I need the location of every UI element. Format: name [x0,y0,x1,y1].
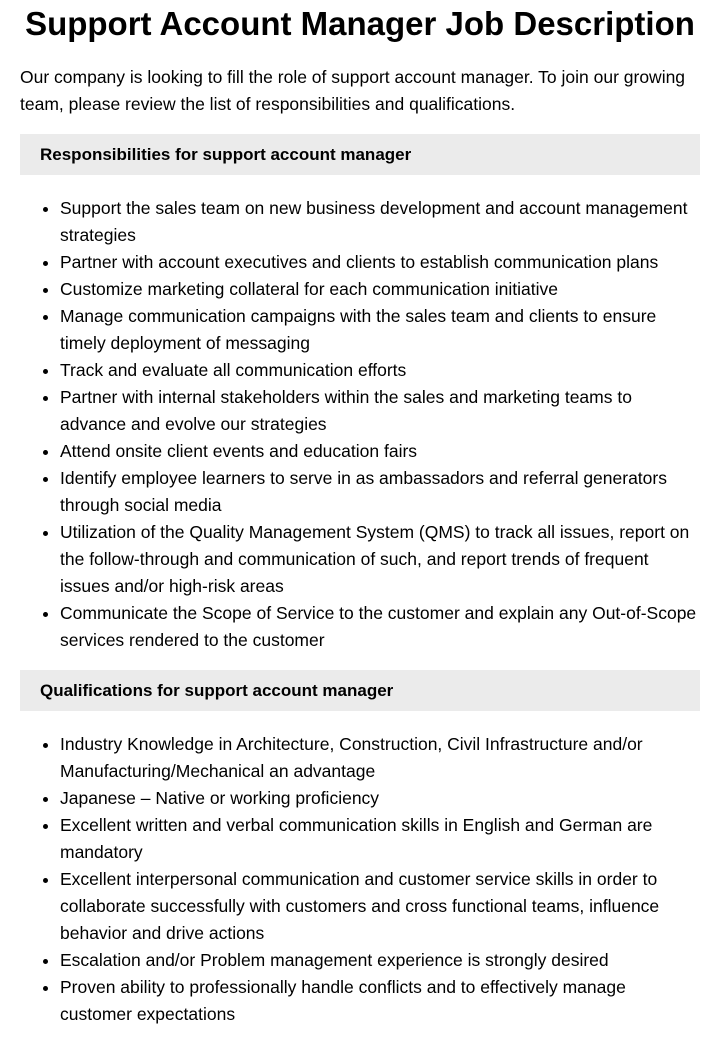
list-item: • Partner with account executives and clients to establish communication plans [60,249,700,276]
list-item: • Attend onsite client events and education fairs [60,438,700,465]
list-item: • Manage communication campaigns with the sales team and clients to ensure timely deployment of messaging [60,303,700,357]
responsibilities-list [20,195,700,654]
list-item: • Customize marketing collateral for each communication initiative [60,276,700,303]
list-item: • Industry Knowledge in Architecture, Construction, Civil Infrastructure and/or Manufacturing/Mechanical an advantage [60,731,700,785]
intro-text: Our company is looking to fill the role of support account manager. To join our growing team, please review the list of responsibilities and qualifications. [20,67,686,114]
list-item: • Proven ability to professionally handle conflicts and to effectively manage customer expectations [60,974,700,1028]
page-title: Support Account Manager Job Description [25,5,695,42]
list-item: • Identify employee learners to serve in as ambassadors and referral generators through social media [60,465,700,519]
qualifications-heading: Qualifications for support account manager [20,670,700,711]
qualifications-list [20,731,700,1028]
list-item: • Escalation and/or Problem management experience is strongly desired [60,947,700,974]
responsibilities-heading: Responsibilities for support account manager [20,134,700,175]
list-item: • Utilization of the Quality Management System (QMS) to track all issues, report on the follow-through and communication of such, and report trends of frequent issues and/or high-risk areas [60,519,700,600]
list-item: • Partner with internal stakeholders within the sales and marketing teams to advance and evolve our strategies [60,384,700,438]
list-item: • Communicate the Scope of Service to the customer and explain any Out-of-Scope services rendered to the customer [60,600,700,654]
list-item: • Track and evaluate all communication efforts [60,357,700,384]
list-item: • Excellent interpersonal communication and customer service skills in order to collaborate successfully with customers and cross functional teams, influence behavior and drive actions [60,866,700,947]
list-item: • Support the sales team on new business development and account management strategies [60,195,700,249]
list-item: • Excellent written and verbal communication skills in English and German are mandatory [60,812,700,866]
list-item: • Japanese – Native or working proficiency [60,785,700,812]
